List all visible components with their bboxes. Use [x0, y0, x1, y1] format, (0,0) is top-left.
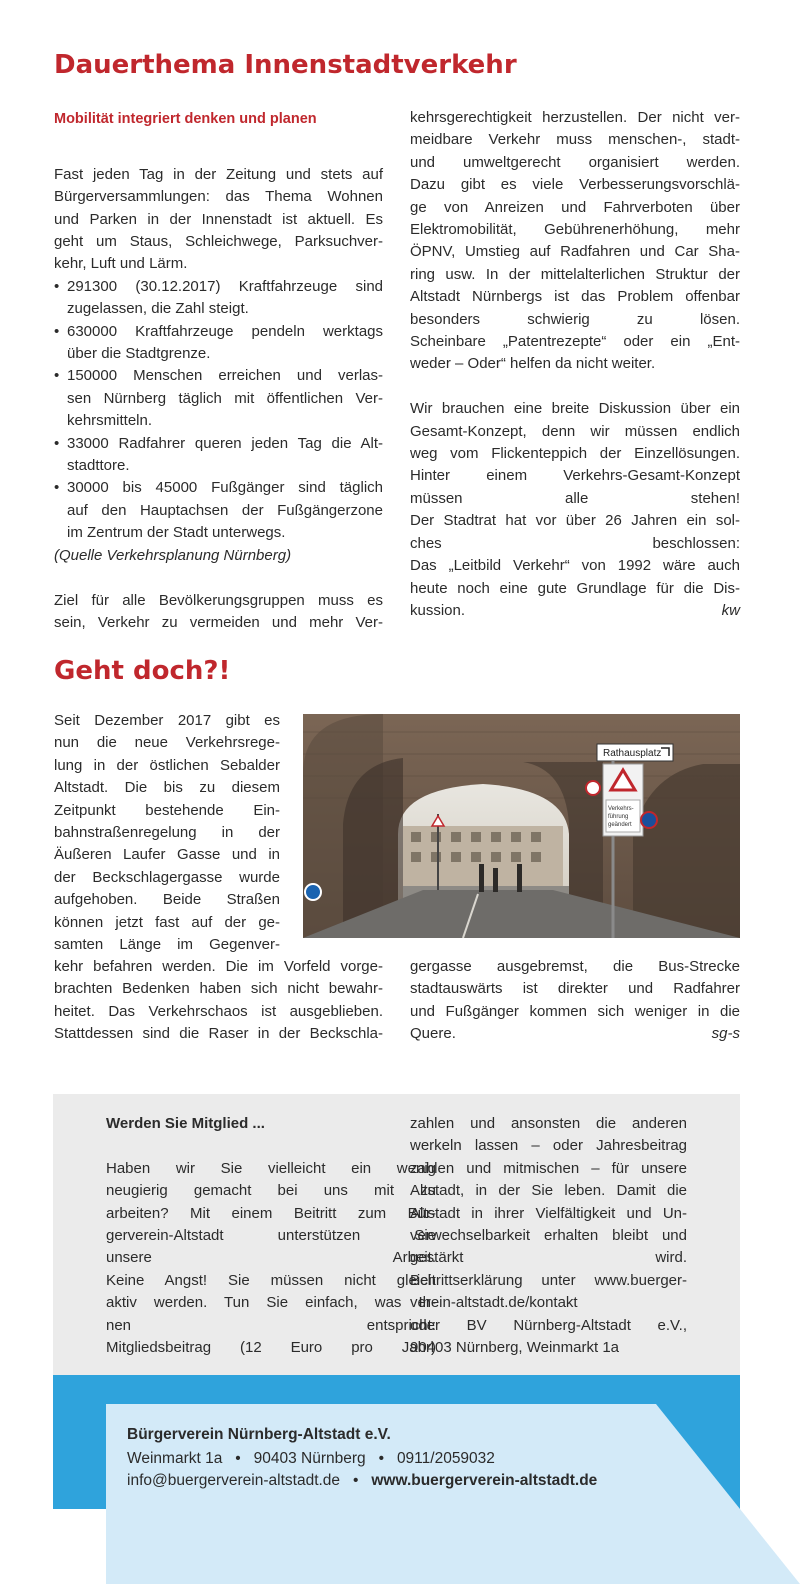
- text-line: Zeitpunkt bestehende Ein-: [54, 801, 280, 819]
- fact-item: [54, 433, 383, 478]
- article-right-column: [410, 107, 740, 622]
- text-line: nun die neue Verkehrsrege-: [54, 734, 280, 752]
- text-line: gergasse ausgebremst, die Bus-Strecke: [410, 958, 740, 975]
- text-line: Bürgerversammlungen: das Thema Wohnen: [54, 188, 383, 206]
- fact-line: • 291300 (30.12.2017) Kraftfahrzeuge sind: [67, 277, 383, 295]
- text-line: aufgehoben. Beide Straßen: [54, 891, 280, 909]
- article-left-column: [54, 108, 383, 634]
- text-line: Scheinbare „Patentrezepte“ oder ein „Ent-: [410, 333, 740, 351]
- fact-line: über die Stadtgrenze.: [67, 345, 211, 363]
- article2-title: Geht doch?!: [54, 656, 231, 686]
- text-line: der Beckschlagergasse wurde: [54, 868, 280, 886]
- text-line: Altstadt, in der Sie leben. Damit die: [410, 1182, 687, 1200]
- text-line: neugierig gemacht bei uns mit zu: [106, 1182, 436, 1200]
- text-line: gestärkt wird.: [410, 1249, 687, 1267]
- fact-line: • 150000 Menschen erreichen und verlas-: [67, 367, 383, 385]
- facts-list: [54, 276, 383, 545]
- text-line: müssen alle stehen!: [410, 489, 740, 507]
- text-line: unsere Arbeit.: [106, 1249, 436, 1267]
- footer-phone: 0911/2059032: [396, 1450, 495, 1467]
- arcade-illustration: [303, 714, 740, 938]
- text-line: verein-altstadt.de/kontakt: [410, 1294, 578, 1312]
- text-line: Ziel für alle Bevölkerungsgruppen muss es: [54, 591, 383, 609]
- text-line: gerverein-Altstadt unterstützen Sie: [106, 1227, 436, 1245]
- fact-item: [54, 276, 383, 321]
- text-line: Mitgliedsbeitrag (12 Euro pro Jahr): [106, 1339, 436, 1357]
- text-line: Gesamt-Konzept, denn wir müssen endlich: [410, 422, 740, 440]
- text-line: Quere.: [410, 1025, 456, 1043]
- info-sign-line-2: führung: [608, 814, 629, 820]
- footer-org-name: Bürgerverein Nürnberg-Altstadt e.V.: [127, 1426, 391, 1443]
- text-line: meidbare Verkehr muss menschen-, stadt-: [410, 131, 740, 149]
- text-line: sein, Verkehr zu vermeiden und mehr Ver-: [54, 613, 383, 631]
- text-line: kehr befahren werden. Die im Vorfeld vorge-: [54, 958, 383, 975]
- text-line: bahnstraßenregelung in der: [54, 824, 280, 842]
- fact-item: [54, 365, 383, 432]
- source-note: (Quelle Verkehrsplanung Nürnberg): [54, 546, 292, 564]
- text-line: geht um Staus, Schleichwege, Parksuchver-: [54, 233, 383, 251]
- text-line: zahlen und mitmischen – für unsere: [410, 1159, 687, 1177]
- fact-line: • 33000 Radfahrer queren jeden Tag die Alt-: [67, 434, 383, 452]
- text-line: besonders schwierig zu lösen.: [410, 310, 740, 328]
- fact-item: [54, 477, 383, 544]
- street-sign-text: Rathausplatz: [603, 748, 662, 759]
- text-line: Altstadt. Die bis zu diesem: [54, 779, 280, 797]
- text-line: heitet. Das Verkehrschaos ist ausgeblieben.: [54, 1002, 383, 1020]
- text-line: und Fußgänger kommen sich weniger in die: [410, 1002, 740, 1020]
- text-line: Der Stadtrat hat vor über 26 Jahren ein sol-: [410, 512, 740, 530]
- text-line: kussion.: [410, 601, 466, 619]
- footer-contact-line: [127, 1472, 597, 1490]
- text-line: Dazu gibt es viele Verbesserungsvorschlä-: [410, 176, 740, 194]
- footer-city: 90403 Nürnberg: [253, 1450, 366, 1467]
- text-line: brachten Bedenken haben sich nicht bewahr-: [54, 980, 383, 998]
- text-line: werkeln lassen – oder Jahresbeitrag: [410, 1137, 687, 1155]
- text-line: aktiv werden. Tun Sie einfach, was Ih-: [106, 1294, 436, 1312]
- footer-website[interactable]: www.buergerverein-altstadt.de: [371, 1472, 598, 1489]
- text-line: weg vom Flickenteppich der Einzellösungen.: [410, 445, 740, 463]
- text-line: können jetzt fast auf der ge-: [54, 913, 280, 931]
- article-signature: kw: [721, 601, 740, 619]
- fact-line: stadttore.: [67, 457, 130, 475]
- text-line: ring usw. In der mittelalterlichen Struktur der: [410, 265, 740, 283]
- street-photo: [303, 714, 740, 938]
- membership-box: [53, 1094, 740, 1375]
- text-line: Äußeren Laufer Gasse und in: [54, 846, 280, 864]
- text-line: heute noch eine gute Grundlage für die Dis-: [410, 579, 740, 597]
- text-line: Hinter einem Verkehrs-Gesamt-Konzept: [410, 467, 740, 485]
- text-line: Beitrittserklärung unter www.buerger-: [410, 1271, 687, 1289]
- text-line: Altstadt Nürnbergs ist das Problem offenbar: [410, 288, 740, 306]
- text-line: zahlen und ansonsten die anderen: [410, 1115, 687, 1132]
- text-line: Fast jeden Tag in der Zeitung und stets auf: [54, 165, 383, 183]
- text-line: kehrsgerechtigkeit herzustellen. Der nicht ver-: [410, 109, 740, 126]
- text-line: lung in der östlichen Sebalder: [54, 756, 280, 774]
- text-line: Haben wir Sie vielleicht ein wenig: [106, 1159, 436, 1177]
- text-line: oder BV Nürnberg-Altstadt e.V.,: [410, 1316, 687, 1334]
- text-line: nen entspricht:: [106, 1316, 436, 1334]
- text-line: verwechselbarkeit erhalten bleibt und: [410, 1227, 687, 1245]
- article-subtitle: Mobilität integriert denken und planen: [54, 111, 317, 127]
- intro-paragraph: [54, 164, 383, 276]
- text-line: und umweltgerecht organisiert werden.: [410, 153, 740, 171]
- article2-narrow-column: [54, 710, 280, 956]
- text-line: ge von Anreizen und Fahrverboten über: [410, 198, 740, 216]
- text-line: Keine Angst! Sie müssen nicht gleich: [106, 1271, 436, 1289]
- text-line: Wir brauchen eine breite Diskussion über ein: [410, 400, 740, 418]
- right-paragraph-1: [410, 107, 740, 376]
- text-line: Das „Leitbild Verkehr“ von 1992 wäre auch: [410, 557, 740, 575]
- fact-line: auf den Hauptachsen der Fußgängerzone: [67, 501, 383, 519]
- fact-line: kehrsmitteln.: [67, 412, 153, 430]
- footer-separator: •: [378, 1450, 385, 1467]
- text-line: und Parken in der Innenstadt ist aktuell. Es: [54, 210, 383, 228]
- fact-item: [54, 321, 383, 366]
- text-line: weder – Oder“ helfen da nicht weiter.: [410, 355, 656, 373]
- footer-email[interactable]: info@buergerverein-altstadt.de: [127, 1472, 341, 1489]
- footer-street: Weinmarkt 1a: [127, 1450, 223, 1467]
- membership-left-column: [106, 1113, 436, 1359]
- text-line: Seit Dezember 2017 gibt es: [54, 712, 280, 729]
- article2-left-column: [54, 956, 383, 1046]
- closing-paragraph: [54, 590, 383, 635]
- info-sign-line-1: Verkehrs-: [608, 806, 634, 812]
- text-line: arbeiten? Mit einem Beitritt zum Bür-: [106, 1204, 436, 1222]
- footer-separator: •: [235, 1450, 241, 1467]
- info-sign-line-3: geändert: [608, 822, 632, 828]
- membership-right-column: [410, 1113, 687, 1359]
- right-paragraph-2: [410, 398, 740, 622]
- article-title: Dauerthema Innenstadtverkehr: [54, 50, 517, 80]
- text-line: Altstadt in ihrer Vielfältigkeit und Un-: [410, 1204, 687, 1222]
- fact-line: zugelassen, die Zahl steigt.: [67, 300, 249, 318]
- article2-signature: sg-s: [711, 1025, 740, 1043]
- text-line: Elektromobilität, Gebührenerhöhung, mehr: [410, 221, 740, 239]
- fact-line: im Zentrum der Stadt unterwegs.: [67, 524, 286, 542]
- fact-line: • 30000 bis 45000 Fußgänger sind täglich: [67, 479, 383, 497]
- article2-right-column: [410, 956, 740, 1046]
- text-line: samten Länge im Gegenver-: [54, 936, 280, 954]
- text-line: ches beschlossen:: [410, 534, 740, 552]
- text-line: stadtauswärts ist direkter und Radfahrer: [410, 980, 740, 998]
- fact-line: • 630000 Kraftfahrzeuge pendeln werktags: [67, 322, 383, 340]
- membership-heading: Werden Sie Mitglied ...: [106, 1115, 265, 1132]
- fact-line: sen Nürnberg täglich mit öffentlichen Ver-: [67, 389, 383, 407]
- text-line: kehr, Luft und Lärm.: [54, 255, 188, 273]
- text-line: ÖPNV, Umstieg auf Radfahren und Car Sha-: [410, 243, 740, 261]
- footer-separator: •: [352, 1472, 359, 1489]
- text-line: Stattdessen sind die Raser in der Beckschla-: [54, 1025, 383, 1043]
- footer-address-line: [127, 1450, 495, 1468]
- text-line: 90403 Nürnberg, Weinmarkt 1a: [410, 1339, 620, 1357]
